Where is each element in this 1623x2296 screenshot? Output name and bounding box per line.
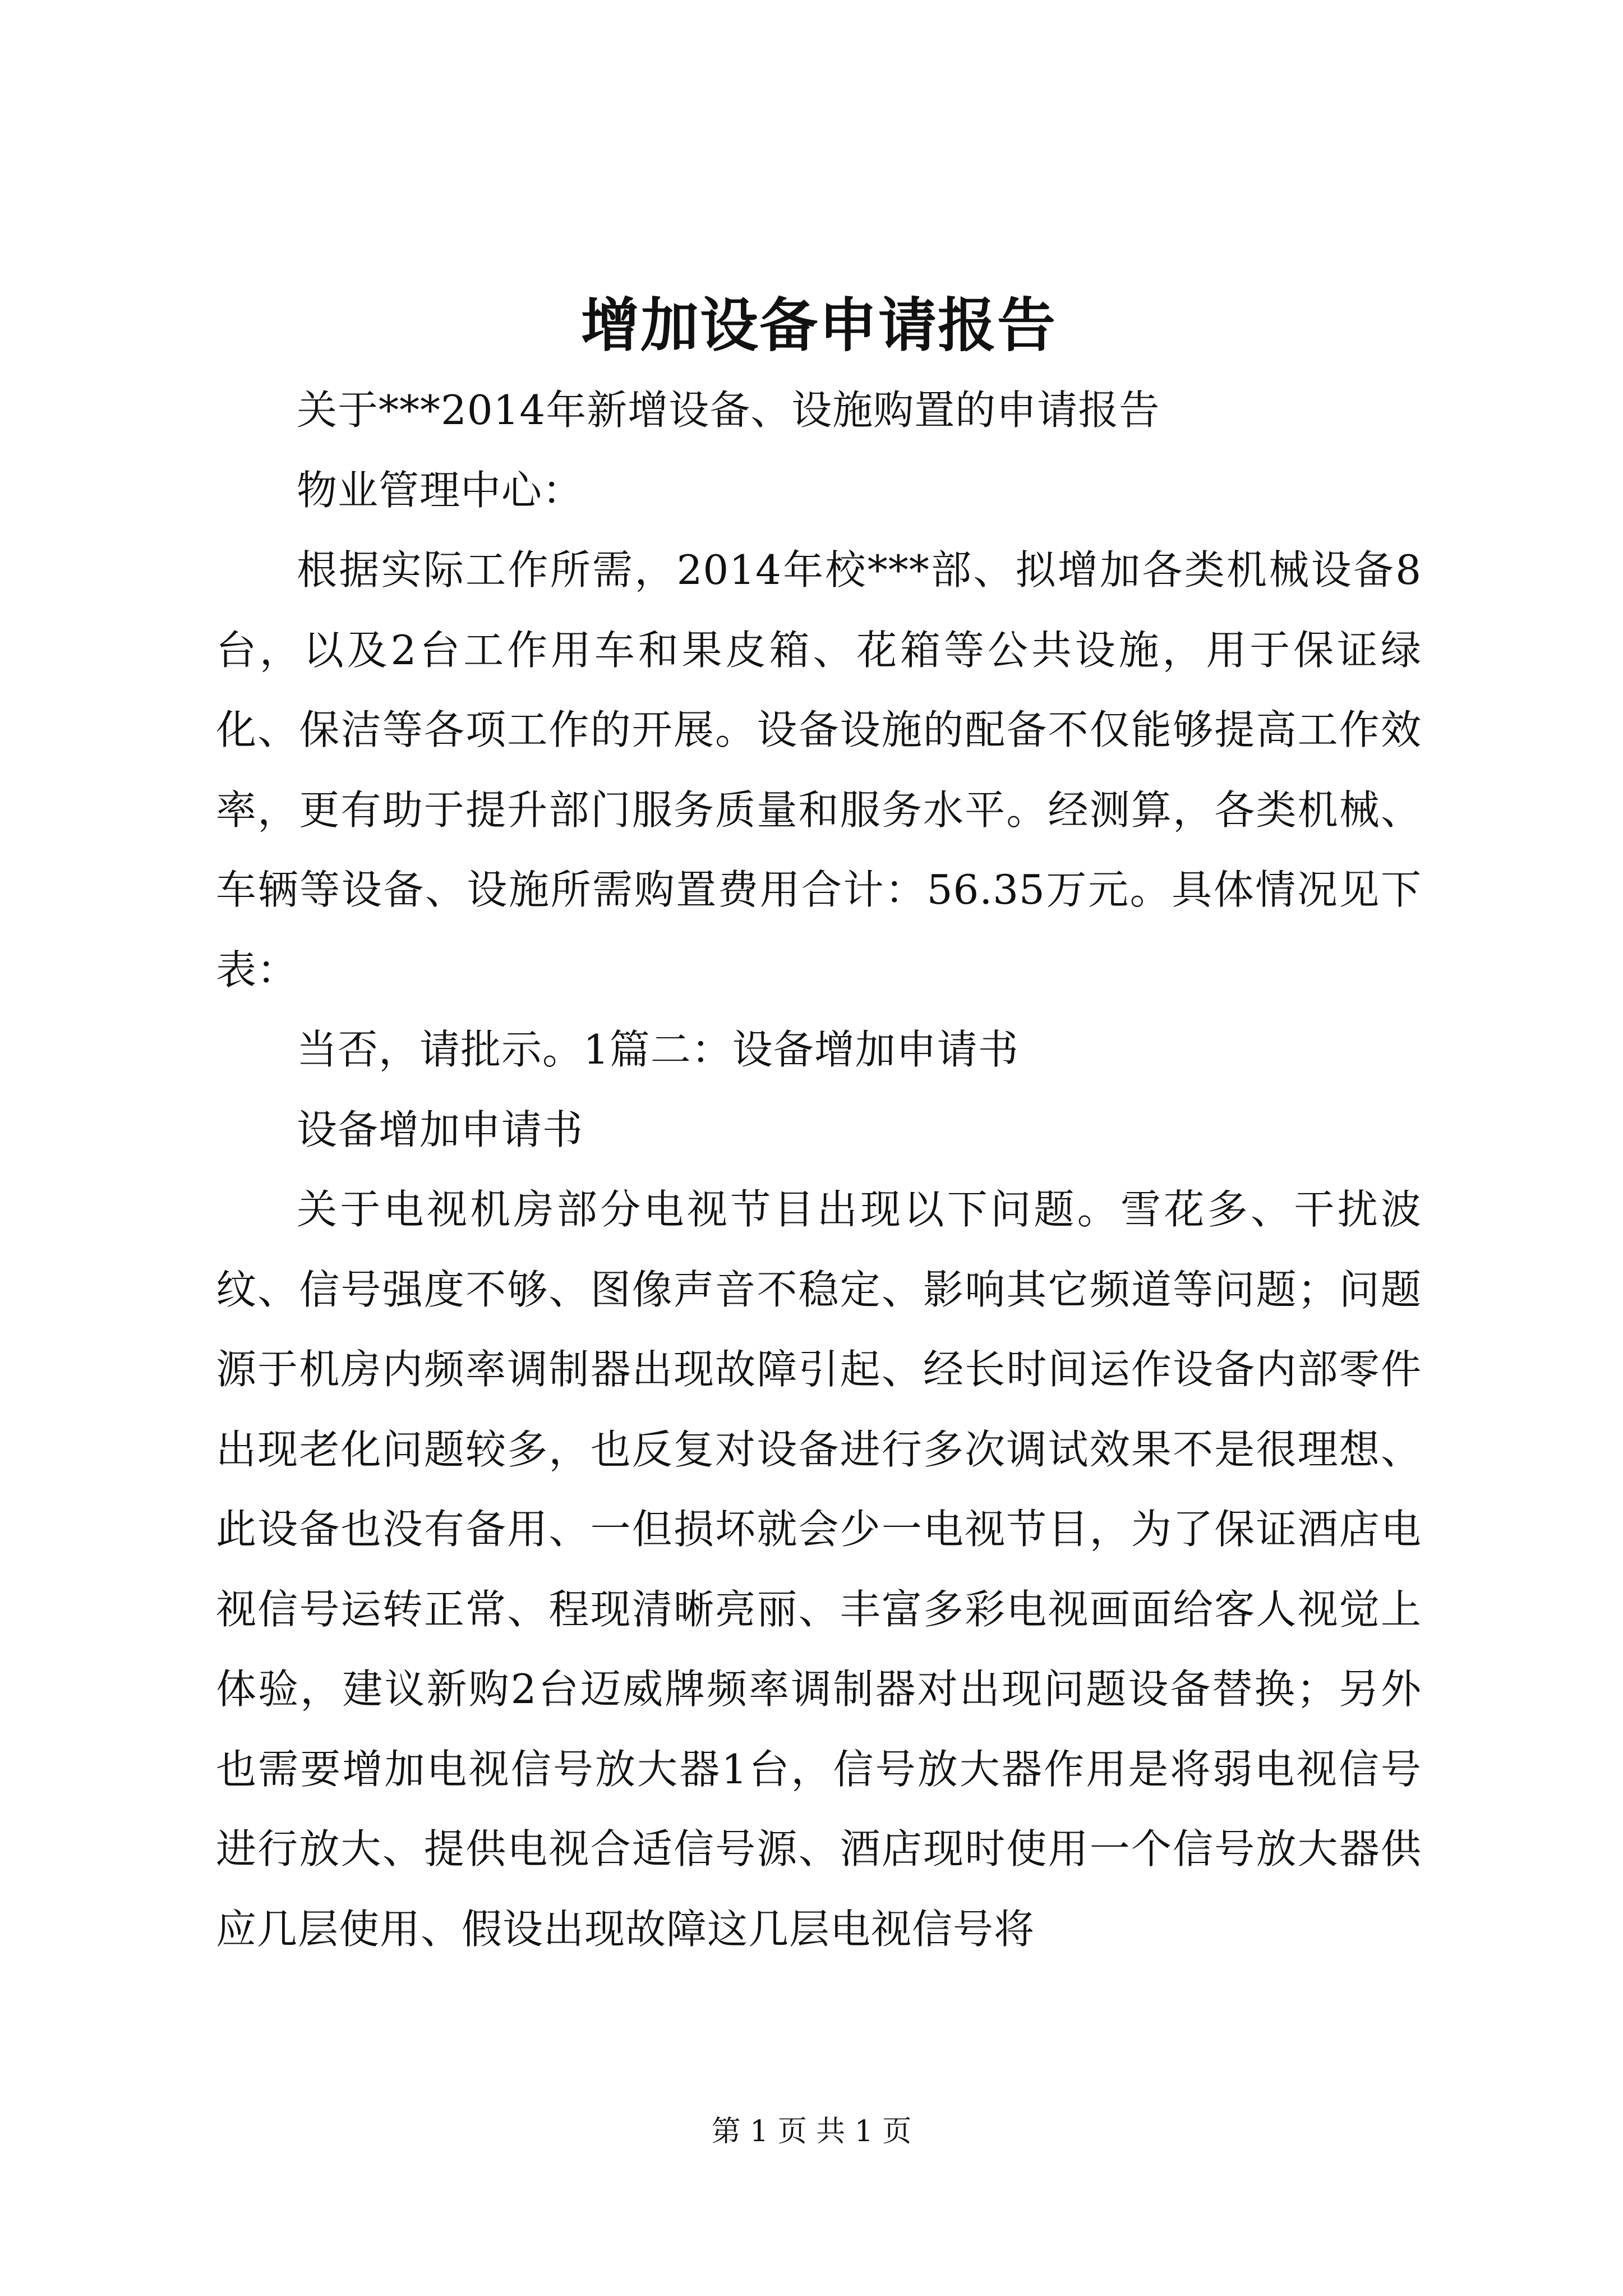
paragraph-approval-request: 当否，请批示。1篇二：设备增加申请书 bbox=[297, 1026, 1019, 1073]
page-footer: 第 1 页 共 1 页 bbox=[711, 2115, 912, 2148]
paragraph-tv-room-issue: 关于电视机房部分电视节目出现以下问题。雪花多、干扰波纹、信号强度不够、图像声音不稳定、影响其它频道等问题；问题源于机房内频率调制器出现故障引起、经长时间运作设备内部零件出现老化问题较多，也反复对设备进行多次调试效果不是很理想、此设备也没有备用、一但损坏就会少一电视节目，为了保证酒店电视信号运转正常、程现清晰亮丽、丰富多彩电视画面给客人视觉上体验，建议新购2台迈威牌频率调制器对出现问题设备替换；另外也需要增加电视信号放大器1台，信号放大器作用是将弱电视信号进行放大、提供电视合适信号源、酒店现时使用一个信号放大器供应几层使用、假设出现故障这几层电视信号将 bbox=[216, 1186, 1422, 1953]
paragraph-section-heading: 设备增加申请书 bbox=[297, 1106, 584, 1153]
document-title: 增加设备申请报告 bbox=[580, 291, 1057, 360]
paragraph-request-body: 根据实际工作所需，2014年校***部、拟增加各类机械设备8台，以及2台工作用车和果皮箱、花箱等公共设施，用于保证绿化、保洁等各项工作的开展。设备设施的配备不仅能够提高工作效率，更有助于提升部门服务质量和服务水平。经测算，各类机械、车辆等设备、设施所需购置费用合计：56.35万元。具体情况见下表： bbox=[216, 546, 1422, 993]
paragraph-subject: 关于***2014年新增设备、设施购置的申请报告 bbox=[297, 386, 1160, 434]
document-body bbox=[216, 280, 1422, 1969]
paragraph-recipient: 物业管理中心： bbox=[297, 466, 584, 514]
